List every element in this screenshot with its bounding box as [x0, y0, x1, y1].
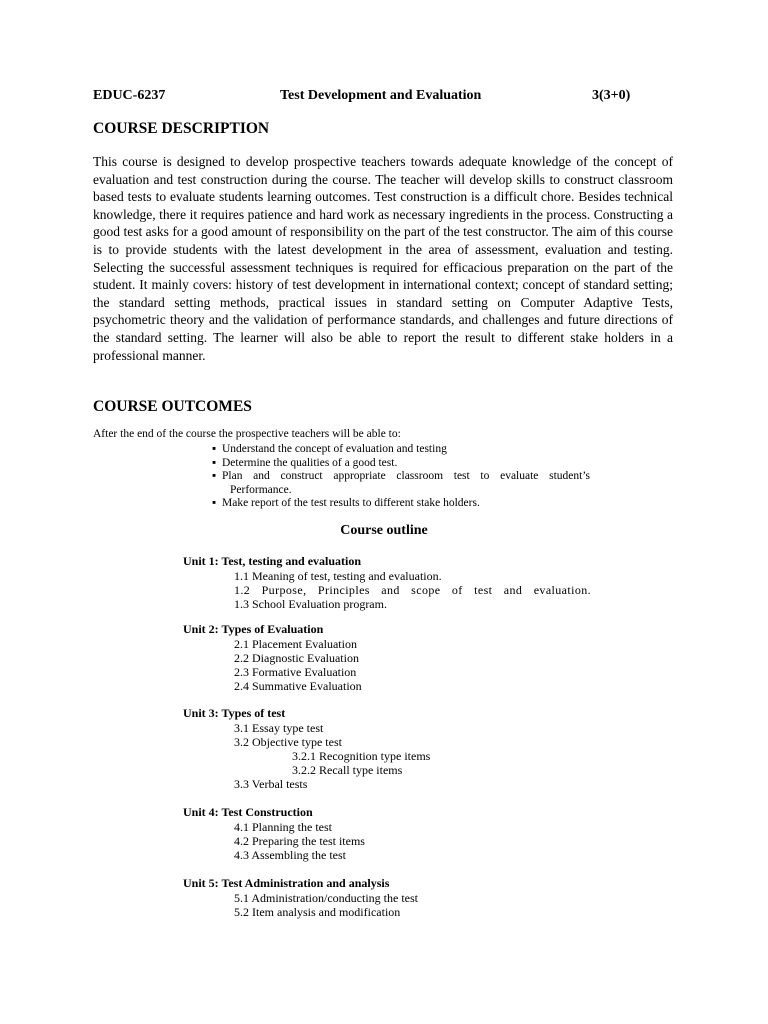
unit-3 — [183, 706, 603, 792]
unit-item: 3.3 Verbal tests — [234, 777, 308, 792]
unit-subitem: 3.2.1 Recognition type items — [292, 748, 431, 763]
bullet-icon: ▪ — [212, 497, 217, 509]
bullet-icon: ▪ — [212, 470, 217, 482]
outcomes-list — [211, 443, 611, 511]
unit-2 — [183, 622, 603, 693]
outcome-text: Determine the qualities of a good test. — [222, 456, 398, 469]
outcomes-intro: After the end of the course the prospective teachers will be able to: — [93, 428, 401, 440]
outcome-text-continuation: Performance. — [230, 483, 292, 496]
outcome-item — [211, 470, 611, 497]
bullet-icon: ▪ — [212, 456, 217, 469]
unit-1 — [183, 554, 603, 611]
outcome-text: Make report of the test results to different stake holders. — [222, 497, 480, 509]
unit-item: 2.4 Summative Evaluation — [234, 679, 362, 694]
unit-item: 5.2 Item analysis and modification — [234, 904, 401, 919]
course-credits: 3(3+0) — [592, 88, 631, 103]
outcome-item — [211, 457, 611, 471]
unit-title: Unit 3: Types of test — [183, 706, 286, 720]
course-outcomes-heading: COURSE OUTCOMES — [93, 398, 252, 415]
unit-item: 3.2 Objective type test — [234, 734, 342, 749]
outcome-text: Plan and construct appropriate classroom test to evaluate student’s — [222, 470, 590, 482]
unit-item: 1.1 Meaning of test, testing and evaluation. — [234, 568, 442, 583]
unit-item: 4.1 Planning the test — [234, 819, 332, 834]
unit-subitem: 3.2.2 Recall type items — [292, 763, 403, 778]
unit-item: 1.3 School Evaluation program. — [234, 596, 387, 611]
unit-item: 5.1 Administration/conducting the test — [234, 890, 418, 905]
outcome-text: Understand the concept of evaluation and testing — [222, 443, 447, 455]
unit-4 — [183, 805, 603, 862]
unit-item: 4.2 Preparing the test items — [234, 833, 365, 848]
unit-item: 2.2 Diagnostic Evaluation — [234, 650, 359, 665]
course-outline-title: Course outline — [340, 523, 428, 538]
course-code: EDUC-6237 — [93, 88, 166, 103]
unit-item: 3.1 Essay type test — [234, 720, 324, 735]
course-description-text: This course is designed to develop prospective teachers towards adequate knowledge of the concept of evaluation and test construction during the course. The teacher will develop skills to construct classroom based tests to evaluate students learning outcomes. Test construction is a difficult chore. Besides technical knowledge, there it requires patience and hard work as necessary ingredients in the process. Constructing a good test asks for a good amount of responsibility on the part of the test constructor. The aim of this course is to provide students with the latest development in the area of assessment, evaluation and testing. Selecting the successful assessment techniques is required for efficacious preparation on the part of the student. It mainly covers: history of test development in international context; concept of standard setting; the standard setting methods, practical issues in standard setting on Computer Adaptive Tests, psychometric theory and the validation of performance standards, and challenges and future directions of the standard setting. The learner will also be able to report the result to different stake holders in a professional manner. — [93, 154, 673, 363]
unit-title: Unit 5: Test Administration and analysis — [183, 876, 390, 890]
unit-title: Unit 4: Test Construction — [183, 805, 313, 819]
course-description-heading: COURSE DESCRIPTION — [93, 120, 270, 137]
unit-title: Unit 2: Types of Evaluation — [183, 622, 324, 636]
unit-title: Unit 1: Test, testing and evaluation — [183, 554, 362, 568]
unit-item: 2.3 Formative Evaluation — [234, 664, 357, 679]
unit-item: 2.1 Placement Evaluation — [234, 636, 357, 651]
unit-item: 1.2 Purpose, Principles and scope of test and evaluation. — [234, 582, 592, 597]
course-title: Test Development and Evaluation — [280, 88, 482, 103]
bullet-icon: ▪ — [212, 443, 217, 455]
outcome-item — [211, 443, 611, 457]
unit-item: 4.3 Assembling the test — [234, 847, 346, 862]
unit-5 — [183, 876, 603, 919]
outcome-item — [211, 497, 611, 511]
